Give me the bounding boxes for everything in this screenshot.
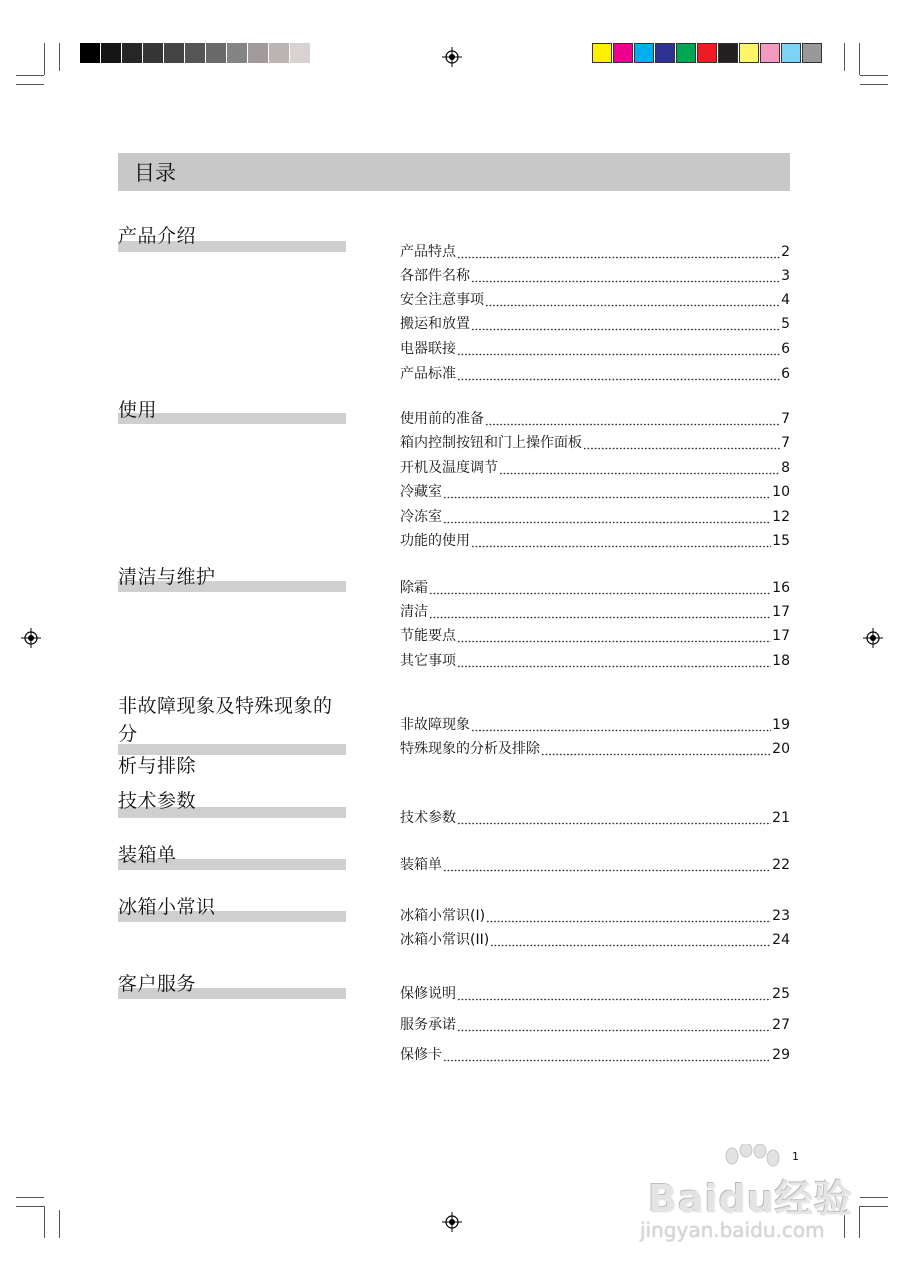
grayscale-swatch-10 xyxy=(290,43,310,63)
toc-entry[interactable]: 冰箱小常识(II) 24 xyxy=(400,932,790,948)
process-color-bar xyxy=(592,43,823,63)
section-heading-fridge-tips: 冰箱小常识 xyxy=(118,893,346,921)
toc-entry[interactable]: 除霜 16 xyxy=(400,580,790,596)
section-heading-troubleshooting: 非故障现象及特殊现象的分 析与排除 xyxy=(118,692,346,780)
toc-entry[interactable]: 功能的使用 15 xyxy=(400,533,790,549)
registration-mark-right-icon xyxy=(863,628,883,648)
toc-entry[interactable]: 保修说明 25 xyxy=(400,986,790,1002)
registration-mark-bottom-icon xyxy=(442,1212,462,1232)
process-swatch-7 xyxy=(739,43,759,63)
toc-entry[interactable]: 冷藏室 10 xyxy=(400,484,790,500)
grayscale-swatch-4 xyxy=(164,43,184,63)
process-swatch-3 xyxy=(655,43,675,63)
process-swatch-0 xyxy=(592,43,612,63)
watermark-brand: Baidu经验 xyxy=(648,1177,853,1221)
registration-mark-top-icon xyxy=(442,47,462,67)
toc-entry[interactable]: 冰箱小常识(I) 23 xyxy=(400,908,790,924)
toc-entry[interactable]: 特殊现象的分析及排除 20 xyxy=(400,741,790,757)
toc-entry[interactable]: 搬运和放置 5 xyxy=(400,316,790,332)
grayscale-swatch-8 xyxy=(248,43,268,63)
watermark-url: jingyan.baidu.com xyxy=(640,1218,825,1242)
process-swatch-10 xyxy=(802,43,822,63)
page-title: 目录 xyxy=(134,161,176,185)
toc-entry[interactable]: 非故障现象 19 xyxy=(400,717,790,733)
grayscale-swatch-2 xyxy=(122,43,142,63)
toc-entry[interactable]: 电器联接 6 xyxy=(400,341,790,357)
section-heading-product-intro: 产品介绍 xyxy=(118,222,346,250)
section-heading-usage: 使用 xyxy=(118,396,346,424)
grayscale-swatch-9 xyxy=(269,43,289,63)
grayscale-swatch-3 xyxy=(143,43,163,63)
process-swatch-9 xyxy=(781,43,801,63)
process-swatch-5 xyxy=(697,43,717,63)
toc-entry[interactable]: 箱内控制按钮和门上操作面板 7 xyxy=(400,435,790,451)
baidu-jingyan-watermark xyxy=(640,1140,853,1250)
section-heading-customer-service: 客户服务 xyxy=(118,970,346,998)
toc-entry[interactable]: 保修卡 29 xyxy=(400,1047,790,1063)
page-number: 1 xyxy=(792,1150,799,1163)
toc-entry[interactable]: 节能要点 17 xyxy=(400,628,790,644)
grayscale-swatch-7 xyxy=(227,43,247,63)
grayscale-swatch-5 xyxy=(185,43,205,63)
toc-entry[interactable]: 使用前的准备 7 xyxy=(400,411,790,427)
registration-mark-left-icon xyxy=(21,628,41,648)
toc-title-band xyxy=(118,153,790,191)
toc-entry[interactable]: 产品特点 2 xyxy=(400,244,790,260)
toc-entry[interactable]: 各部件名称 3 xyxy=(400,268,790,284)
grayscale-color-bar xyxy=(80,43,332,63)
process-swatch-8 xyxy=(760,43,780,63)
grayscale-swatch-6 xyxy=(206,43,226,63)
toc-entry[interactable]: 技术参数 21 xyxy=(400,810,790,826)
toc-entry[interactable]: 冷冻室 12 xyxy=(400,509,790,525)
section-heading-specs: 技术参数 xyxy=(118,787,346,815)
grayscale-swatch-11 xyxy=(311,43,331,63)
section-heading-packing-list: 装箱单 xyxy=(118,841,346,869)
toc-entry[interactable]: 装箱单 22 xyxy=(400,857,790,873)
toc-entry[interactable]: 产品标准 6 xyxy=(400,366,790,382)
toc-entry[interactable]: 其它事项 18 xyxy=(400,653,790,669)
process-swatch-6 xyxy=(718,43,738,63)
toc-entry[interactable]: 开机及温度调节 8 xyxy=(400,460,790,476)
grayscale-swatch-0 xyxy=(80,43,100,63)
toc-entry[interactable]: 清洁 17 xyxy=(400,604,790,620)
process-swatch-2 xyxy=(634,43,654,63)
grayscale-swatch-1 xyxy=(101,43,121,63)
process-swatch-1 xyxy=(613,43,633,63)
toc-entry[interactable]: 安全注意事项 4 xyxy=(400,292,790,308)
process-swatch-4 xyxy=(676,43,696,63)
section-heading-cleaning: 清洁与维护 xyxy=(118,563,346,591)
toc-entry[interactable]: 服务承诺 27 xyxy=(400,1017,790,1033)
